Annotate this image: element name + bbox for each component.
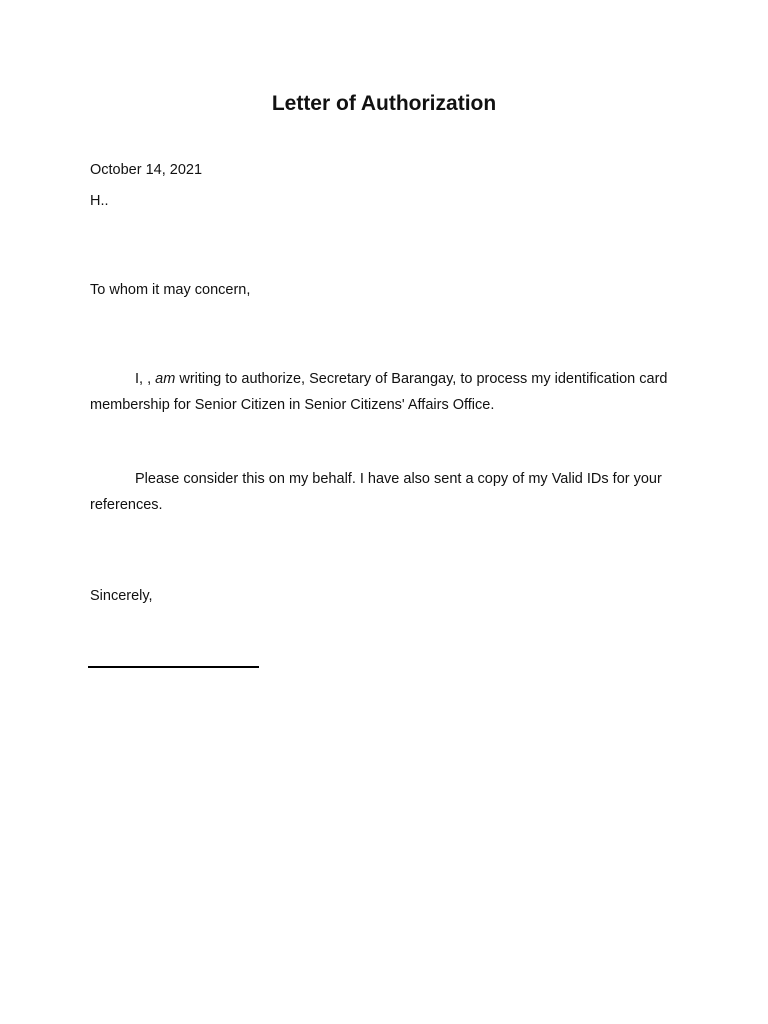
body-paragraph-1: [90, 366, 670, 418]
letter-date: October 14, 2021: [90, 162, 203, 178]
letter-title: Letter of Authorization: [271, 92, 497, 115]
paragraph-1-lead: I, ,: [135, 371, 156, 387]
paragraph-1-rest: writing to authorize, Secretary of Barangay, to process my identification card membership for Senior Citizen in Senior Citizens' Affairs Office.: [90, 371, 668, 413]
signature-line: [88, 666, 259, 668]
closing: Sincerely,: [90, 588, 153, 604]
salutation: To whom it may concern,: [90, 282, 251, 298]
paragraph-1-emphasis: am: [155, 371, 176, 387]
body-paragraph-2: Please consider this on my behalf. I have also sent a copy of my Valid IDs for your references.: [90, 471, 662, 513]
addressee: H..: [90, 193, 109, 209]
